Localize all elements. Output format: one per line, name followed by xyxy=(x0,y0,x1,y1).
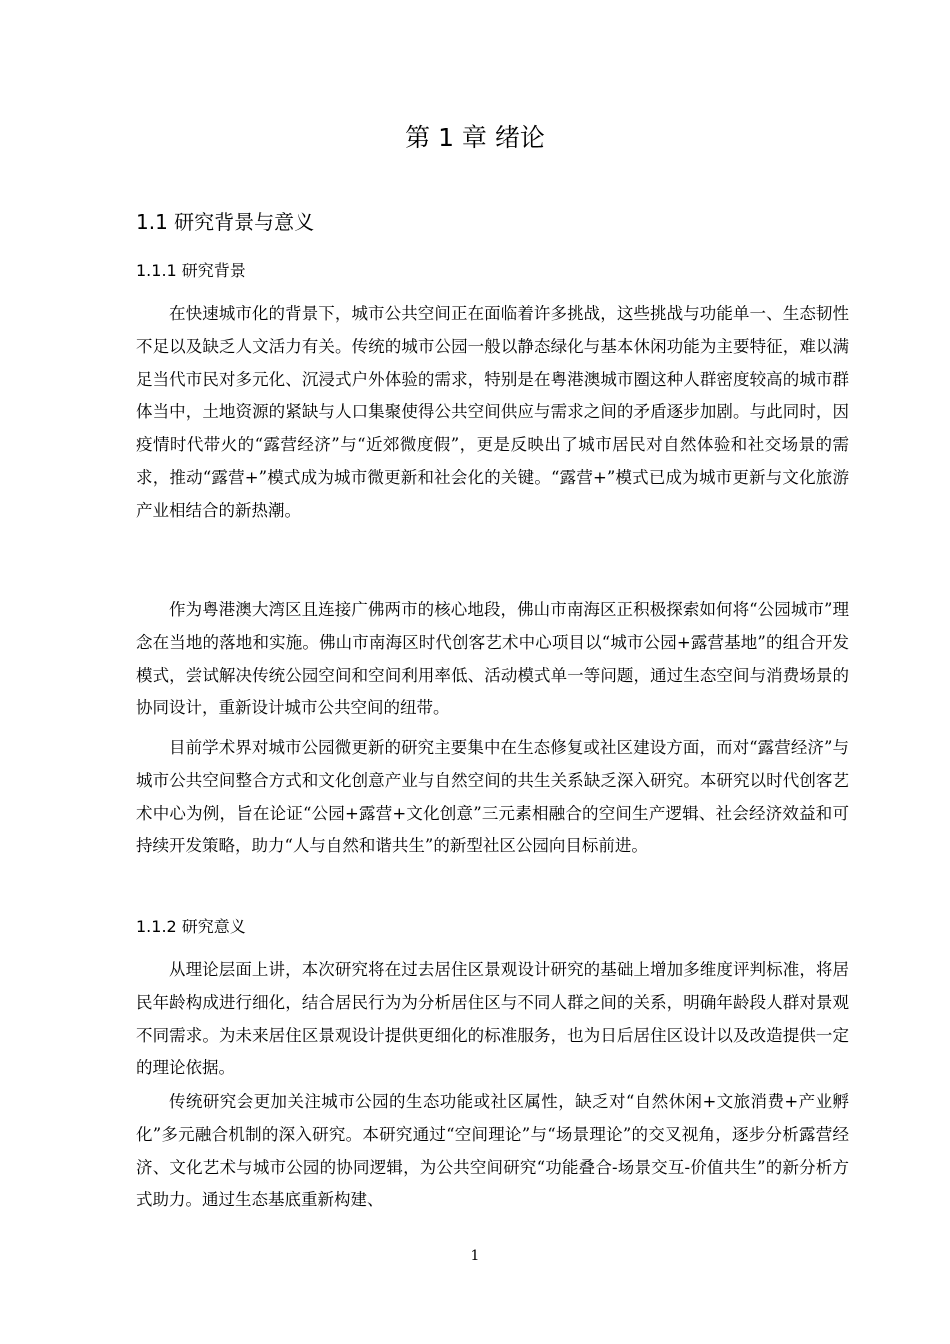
paragraph-background-1: 在快速城市化的背景下，城市公共空间正在面临着许多挑战，这些挑战与功能单一、生态韧性不足以及缺乏人文活力有关。传统的城市公园一般以静态绿化与基本休闲功能为主要特征，难以满足当代市民对多元化、沉浸式户外体验的需求，特别是在粤港澳城市圈这种人群密度较高的城市群体当中，土地资源的紧缺与人口集聚使得公共空间供应与需求之间的矛盾逐步加剧。与此同时，因疫情时代带火的“露营经济”与“近郊微度假”，更是反映出了城市居民对自然体验和社交场景的需求，推动“露营+”模式成为城市微更新和社会化的关键。“露营+”模式已成为城市更新与文化旅游产业相结合的新热潮。 xyxy=(136,304,849,520)
paragraph-significance-1: 从理论层面上讲，本次研究将在过去居住区景观设计研究的基础上增加多维度评判标准，将居民年龄构成进行细化，结合居民行为为分析居住区与不同人群之间的关系，明确年龄段人群对景观不同需求。为未来居住区景观设计提供更细化的标准服务，也为日后居住区设计以及改造提供一定的理论依据。 xyxy=(136,960,849,1078)
subsection-heading-background: 1.1.1 研究背景 xyxy=(136,261,246,280)
chapter-title: 第 1 章 绪论 xyxy=(405,123,545,152)
paragraph-significance-2: 传统研究会更加关注城市公园的生态功能或社区属性，缺乏对“自然休闲+文旅消费+产业孵化”多元融合机制的深入研究。本研究通过“空间理论”与“场景理论”的交叉视角，逐步分析露营经济、文化艺术与城市公园的协同逻辑，为公共空间研究“功能叠合-场景交互-价值共生”的新分析方式助力。通过生态基底重新构建、 xyxy=(136,1092,849,1210)
paragraph-background-3: 目前学术界对城市公园微更新的研究主要集中在生态修复或社区建设方面，而对“露营经济”与城市公共空间整合方式和文化创意产业与自然空间的共生关系缺乏深入研究。本研究以时代创客艺术中心为例，旨在论证“公园+露营+文化创意”三元素相融合的空间生产逻辑、社会经济效益和可持续开发策略，助力“人与自然和谐共生”的新型社区公园向目标前进。 xyxy=(136,738,849,856)
page-number: 1 xyxy=(470,1248,480,1264)
section-heading: 1.1 研究背景与意义 xyxy=(136,210,315,234)
paragraph-background-2: 作为粤港澳大湾区且连接广佛两市的核心地段，佛山市南海区正积极探索如何将“公园城市”理念在当地的落地和实施。佛山市南海区时代创客艺术中心项目以“城市公园+露营基地”的组合开发模式，尝试解决传统公园空间和空间利用率低、活动模式单一等问题，通过生态空间与消费场景的协同设计，重新设计城市公共空间的纽带。 xyxy=(136,600,849,718)
subsection-heading-significance: 1.1.2 研究意义 xyxy=(136,917,246,936)
